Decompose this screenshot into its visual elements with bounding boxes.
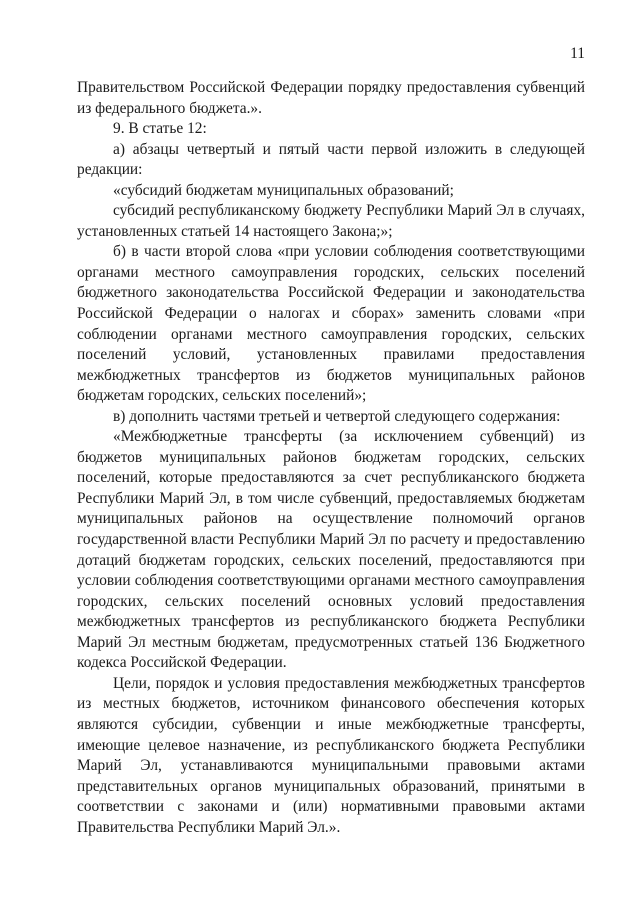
paragraph-article-12-heading: 9. В статье 12: xyxy=(113,120,207,138)
paragraph-continuation: Правительством Российской Федерации порядку предоставления субвенций из федерального бюджета.». xyxy=(77,79,585,117)
paragraph-quote-goals-procedure: Цели, порядок и условия предоставления межбюджетных трансфертов из местных бюджетов, источником финансового обеспечения которых являются субсидии, субвенции и иные межбюджетные трансферты, имеющие целевое назначение, из республиканского бюджета Республики Марий Эл, устанавливаются муниципальными правовыми актами представительных органов муниципальных образований, принятыми в соответствии с законами и (или) нормативными правовыми актами Правительства Республики Марий Эл.». xyxy=(77,674,585,836)
page-number: 11 xyxy=(570,45,585,62)
paragraph-item-b: б) в части второй слова «при условии соблюдения соответствующими органами местного самоуправления городских, сельских поселений бюджетного законодательства Российской Федерации и законодательства Российской Федерации о налогах и сборах» заменить словами «при соблюдении органами местного самоуправления городских, сельских поселений условий, установленных правилами предоставления межбюджетных трансфертов из бюджетов муниципальных районов бюджетам городских, сельских поселений»; xyxy=(77,243,585,405)
paragraph-quote-interbudget-transfers: «Межбюджетные трансферты (за исключением субвенций) из бюджетов муниципальных районов бюджетам городских, сельских поселений, которые предоставляются за счет республиканского бюджета Республики Марий Эл, в том числе субвенций, предоставляемых бюджетам муниципальных районов на осуществление полномочий органов государственной власти Республики Марий Эл по расчету и предоставлению дотаций бюджетам городских, сельских поселений, предоставляются при условии соблюдения соответствующими органами местного самоуправления городских, сельских поселений основных условий предоставления межбюджетных трансфертов из республиканского бюджета Республики Марий Эл местным бюджетам, предусмотренных статьей 136 Бюджетного кодекса Российской Федерации. xyxy=(77,428,585,672)
paragraph-item-a: а) абзацы четвертый и пятый части первой изложить в следующей редакции: xyxy=(77,140,585,179)
paragraph-item-v: в) дополнить частями третьей и четвертой следующего содержания: xyxy=(113,407,561,425)
document-body xyxy=(77,78,585,838)
paragraph-quote-subsidies-republic: субсидий республиканскому бюджету Республики Марий Эл в случаях, установленных статьей 14 настоящего Закона;»; xyxy=(77,202,585,240)
paragraph-quote-subsidies-municipal: «субсидий бюджетам муниципальных образований; xyxy=(113,181,454,199)
